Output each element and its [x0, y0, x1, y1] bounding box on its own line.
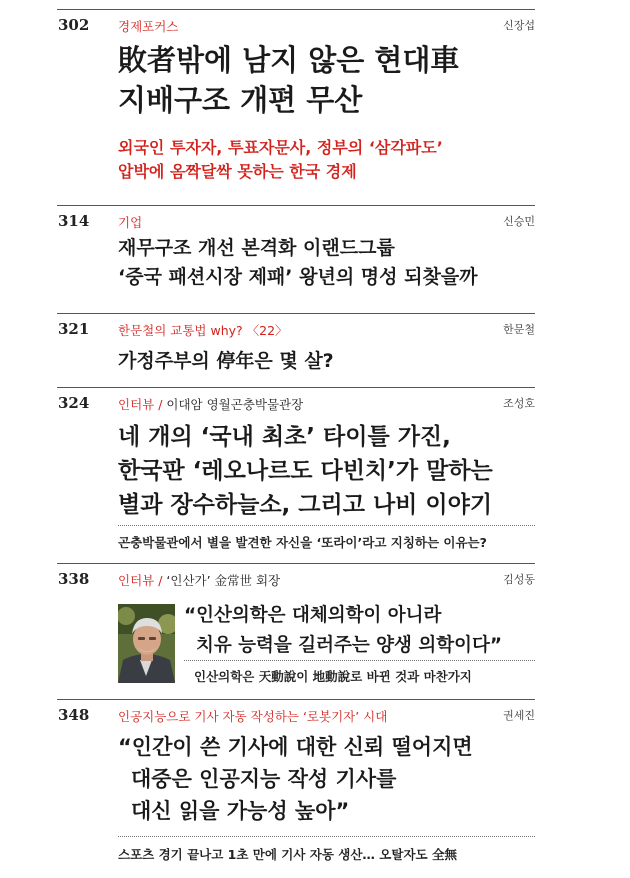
- title-line: 가정주부의 停年은 몇 살?: [118, 350, 334, 372]
- subtitle-line: 압박에 옴짝달싹 못하는 한국 경제: [118, 162, 357, 181]
- dotted-divider: [118, 525, 535, 526]
- section-divider: [57, 9, 535, 10]
- subtitle-line: 외국인 투자자, 투표자문사, 정부의 ‘삼각파도’: [118, 138, 443, 157]
- article-title[interactable]: [118, 420, 493, 522]
- section-divider: [57, 313, 535, 314]
- title-line: 지배구조 개편 무산: [118, 83, 363, 117]
- category-label-red: 인터뷰 /: [118, 397, 163, 412]
- page-number: 321: [58, 320, 90, 338]
- title-line: 치유 능력을 길러주는 양생 의학이다”: [196, 635, 502, 656]
- author-name: 조성호: [503, 397, 535, 410]
- author-name: 신승민: [503, 215, 535, 228]
- page-number: 324: [58, 394, 90, 412]
- category-detail: 이대암 영월곤충박물관장: [166, 397, 304, 412]
- title-line: 대중은 인공지능 작성 기사를: [131, 767, 397, 791]
- interviewee-photo: [118, 604, 175, 683]
- article-note: 곤충박물관에서 별을 발견한 자신을 ‘또라이’라고 지칭하는 이유는?: [118, 535, 487, 550]
- title-line: 한국판 ‘레오나르도 다빈치’가 말하는: [118, 458, 493, 484]
- section-divider: [57, 387, 535, 388]
- author-name: 권세진: [503, 709, 535, 722]
- article-title[interactable]: [118, 40, 459, 120]
- category-label: 기업: [118, 215, 143, 230]
- page-number: 314: [58, 212, 90, 230]
- page-number: 348: [58, 706, 90, 724]
- dotted-divider: [184, 660, 535, 661]
- dotted-divider: [118, 836, 535, 837]
- section-divider: [57, 699, 535, 700]
- title-line: ‘중국 패션시장 제패’ 왕년의 명성 되찾을까: [118, 266, 478, 288]
- category-label: [118, 395, 303, 413]
- author-name: 한문철: [503, 323, 535, 336]
- article-title[interactable]: [184, 601, 502, 661]
- article-subtitle: [118, 136, 443, 184]
- title-line: 대신 읽을 가능성 높아”: [131, 799, 350, 823]
- page-number: 302: [58, 16, 90, 34]
- category-label: 경제포커스: [118, 19, 179, 34]
- category-label: 한문철의 교통법 why? 〈22〉: [118, 323, 288, 338]
- title-line: “인간이 쓴 기사에 대한 신뢰 떨어지면: [118, 735, 473, 759]
- title-line: 별과 장수하늘소, 그리고 나비 이야기: [118, 492, 493, 518]
- author-name: 신장섭: [503, 19, 535, 32]
- category-label-red: 인터뷰 /: [118, 573, 163, 588]
- portrait-image: [118, 604, 175, 683]
- category-label: [118, 571, 280, 589]
- article-note: 스포츠 경기 끝나고 1초 만에 기사 자동 생산… 오탈자도 全無: [118, 847, 457, 862]
- page-number: 338: [58, 570, 90, 588]
- category-label: 인공지능으로 기사 자동 작성하는 ‘로봇기자’ 시대: [118, 709, 388, 724]
- title-line: “인산의학은 대체의학이 아니라: [184, 605, 442, 626]
- title-line: 재무구조 개선 본격화 이랜드그룹: [118, 237, 395, 259]
- article-title[interactable]: [118, 347, 334, 376]
- article-title[interactable]: [118, 234, 478, 292]
- article-note: 인산의학은 天動說이 地動說로 바뀐 것과 마찬가지: [194, 669, 472, 684]
- category-detail: ‘인산가’ 金常世 회장: [166, 573, 281, 588]
- section-divider: [57, 205, 535, 206]
- title-line: 敗者밖에 남지 않은 현대車: [118, 43, 460, 77]
- section-divider: [57, 563, 535, 564]
- article-title[interactable]: [118, 731, 473, 827]
- title-line: 네 개의 ‘국내 최초’ 타이틀 가진,: [118, 424, 451, 450]
- author-name: 김성동: [503, 573, 535, 586]
